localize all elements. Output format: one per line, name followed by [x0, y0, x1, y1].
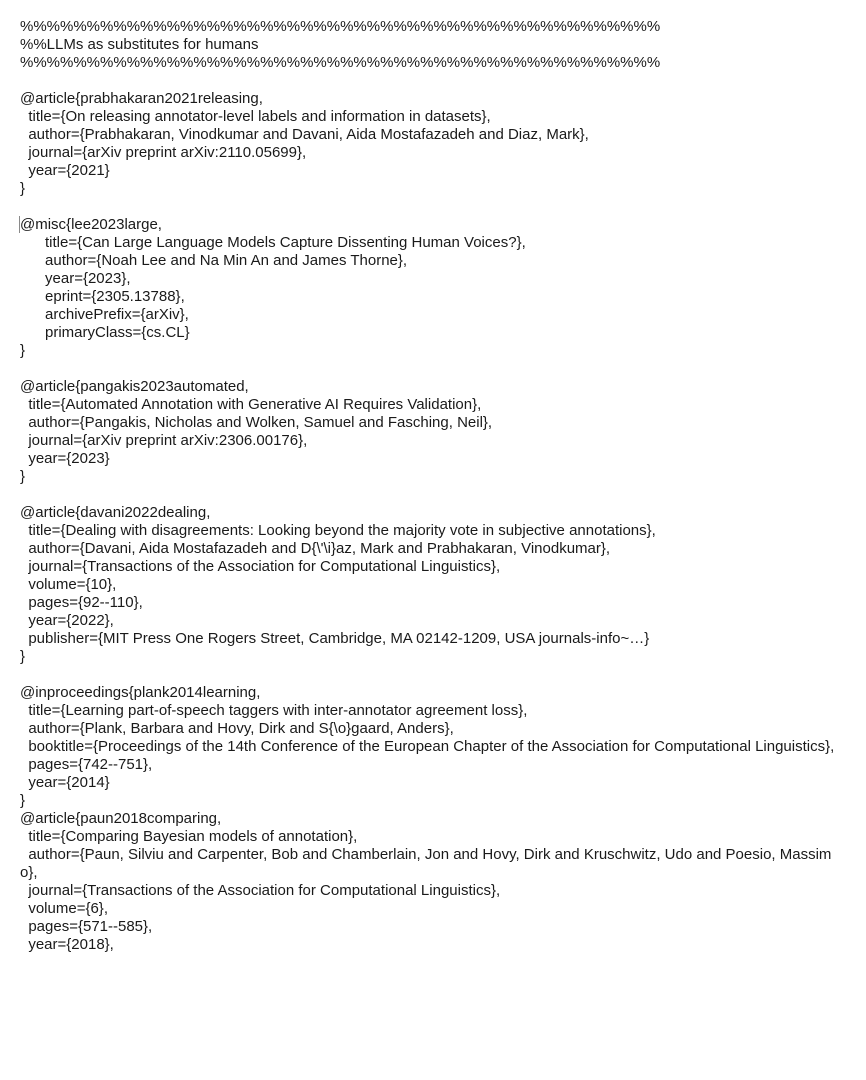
text-line: publisher={MIT Press One Rogers Street, Cambridge, MA 02142-1209, USA journals-info~…}	[20, 630, 650, 647]
text-line	[20, 666, 840, 684]
text-line: journal={arXiv preprint arXiv:2306.00176},	[20, 432, 308, 449]
text-line: title={Can Large Language Models Capture Dissenting Human Voices?},	[20, 234, 526, 251]
text-line: pages={742--751},	[20, 756, 153, 773]
text-line: year={2022},	[20, 612, 114, 629]
text-line: title={On releasing annotator-level labels and information in datasets},	[20, 108, 491, 125]
text-line: author={Davani, Aida Mostafazadeh and D{\'\i}az, Mark and Prabhakaran, Vinodkumar},	[20, 540, 611, 557]
text-line: %%%%%%%%%%%%%%%%%%%%%%%%%%%%%%%%%%%%%%%%%%%%%%%%	[20, 54, 661, 71]
text-line: year={2023},	[20, 270, 131, 287]
text-line: @article{pangakis2023automated,	[20, 378, 249, 395]
text-line: journal={Transactions of the Association for Computational Linguistics},	[20, 882, 501, 899]
text-line: volume={6},	[20, 900, 108, 917]
text-line: author={Pangakis, Nicholas and Wolken, Samuel and Fasching, Neil},	[20, 414, 493, 431]
text-line: title={Comparing Bayesian models of annotation},	[20, 828, 358, 845]
text-line: title={Learning part-of-speech taggers with inter-annotator agreement loss},	[20, 702, 528, 719]
text-cursor	[19, 216, 20, 233]
text-line	[20, 486, 840, 504]
text-line: pages={571--585},	[20, 918, 153, 935]
text-line: @article{prabhakaran2021releasing,	[20, 90, 263, 107]
text-line: }	[20, 648, 26, 665]
text-line	[20, 360, 840, 378]
text-line: author={Paun, Silviu and Carpenter, Bob and Chamberlain, Jon and Hovy, Dirk and Kruschwitz, Udo and Poesio, Massimo},	[20, 846, 832, 881]
text-line: @article{davani2022dealing,	[20, 504, 211, 521]
text-line: primaryClass={cs.CL}	[20, 324, 190, 341]
text-line: }	[20, 792, 26, 809]
text-line	[20, 72, 840, 90]
text-line: year={2021}	[20, 162, 110, 179]
text-editor-area[interactable]	[20, 18, 840, 954]
text-line: author={Noah Lee and Na Min An and James Thorne},	[20, 252, 408, 269]
text-line: title={Dealing with disagreements: Looking beyond the majority vote in subjective annotations},	[20, 522, 656, 539]
text-line: archivePrefix={arXiv},	[20, 306, 189, 323]
text-line: eprint={2305.13788},	[20, 288, 185, 305]
text-line: %%LLMs as substitutes for humans	[20, 36, 259, 53]
text-line: year={2023}	[20, 450, 110, 467]
text-line: journal={Transactions of the Association for Computational Linguistics},	[20, 558, 501, 575]
text-line: @misc{lee2023large,	[20, 216, 162, 233]
text-line: }	[20, 180, 26, 197]
text-line: @inproceedings{plank2014learning,	[20, 684, 261, 701]
text-line: %%%%%%%%%%%%%%%%%%%%%%%%%%%%%%%%%%%%%%%%%%%%%%%%	[20, 18, 661, 35]
text-line: journal={arXiv preprint arXiv:2110.05699},	[20, 144, 307, 161]
text-line: }	[20, 342, 26, 359]
text-line: }	[20, 468, 26, 485]
text-line: volume={10},	[20, 576, 117, 593]
text-line	[20, 198, 840, 216]
text-line: author={Prabhakaran, Vinodkumar and Davani, Aida Mostafazadeh and Diaz, Mark},	[20, 126, 589, 143]
text-line: booktitle={Proceedings of the 14th Conference of the European Chapter of the Association for Computational Linguistics},	[20, 738, 835, 755]
text-line: title={Automated Annotation with Generative AI Requires Validation},	[20, 396, 482, 413]
text-line: year={2018},	[20, 936, 114, 953]
text-line: author={Plank, Barbara and Hovy, Dirk and S{\o}gaard, Anders},	[20, 720, 454, 737]
text-line: year={2014}	[20, 774, 110, 791]
text-line: pages={92--110},	[20, 594, 143, 611]
text-line: @article{paun2018comparing,	[20, 810, 222, 827]
